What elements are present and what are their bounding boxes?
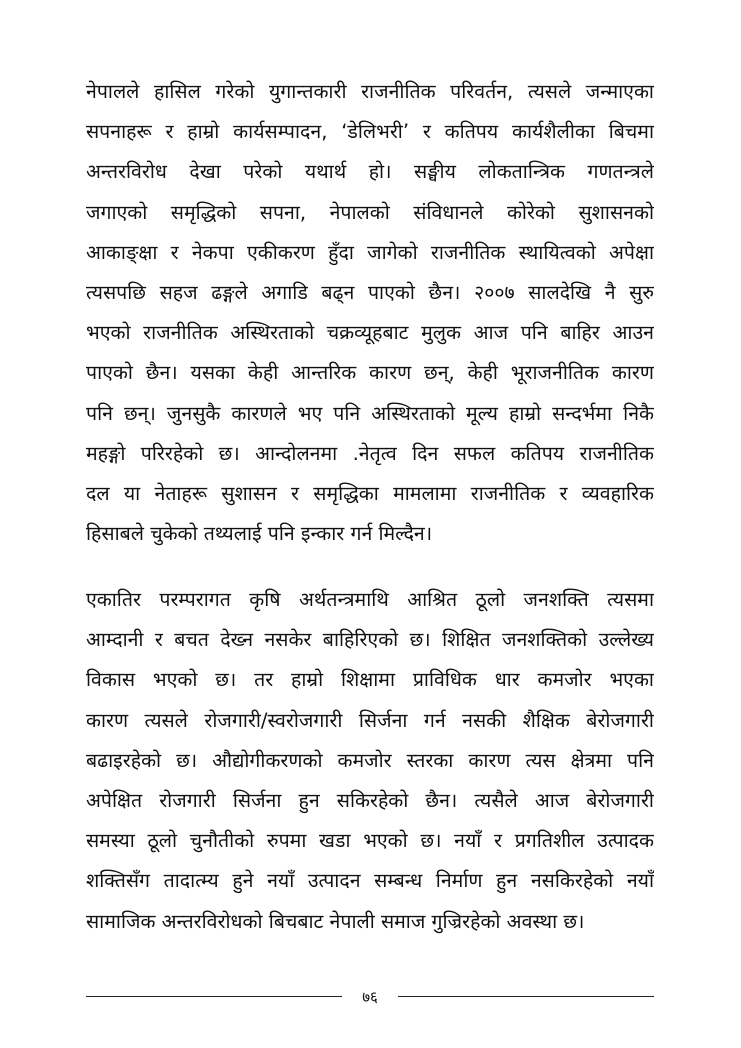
paragraph-line: जगाएको समृद्धिको सपना, नेपालको संविधानले कोरेको सुशासनको bbox=[86, 200, 654, 224]
paragraph-line: अन्तरविरोध देखा परेको यथार्थ हो। सङ्घीय लोकतान्त्रिक गणतन्त्रले bbox=[86, 160, 654, 184]
paragraph-line: आकाङ्क्षा र नेकपा एकीकरण हुँदा जागेको राजनीतिक स्थायित्वको अपेक्षा bbox=[86, 240, 654, 264]
paragraph-line: विकास भएको छ। तर हाम्रो शिक्षामा प्राविधिक धार कमजोर भएका bbox=[86, 668, 654, 692]
page-number: ७६ bbox=[362, 988, 378, 1006]
paragraph-line: पनि छन्। जुनसुकै कारणले भए पनि अस्थिरताको मूल्य हाम्रो सन्दर्भमा निकै bbox=[86, 401, 654, 425]
paragraph-2 bbox=[86, 580, 654, 942]
paragraph-line: दल या नेताहरू सुशासन र समृद्धिका मामलामा राजनीतिक र व्यवहारिक bbox=[86, 481, 654, 505]
paragraph-line: महङ्गो परिरहेको छ। आन्दोलनमा .नेतृत्व दिन सफल कतिपय राजनीतिक bbox=[86, 441, 654, 465]
footer-rule-left bbox=[86, 996, 342, 997]
paragraph-line: नेपालले हासिल गरेको युगान्तकारी राजनीतिक परिवर्तन, त्यसले जन्माएका bbox=[86, 80, 654, 103]
paragraph-line: शक्तिसँग तादात्म्य हुने नयाँ उत्पादन सम्बन्ध निर्माण हुन नसकिरहेको नयाँ bbox=[86, 869, 654, 893]
paragraph-line: भएको राजनीतिक अस्थिरताको चक्रव्यूहबाट मुलुक आज पनि बाहिर आउन bbox=[86, 321, 654, 345]
page-footer bbox=[86, 985, 654, 1009]
paragraph-line: सपनाहरू र हाम्रो कार्यसम्पादन, ‘डेलिभरी’ र कतिपय कार्यशैलीका बिचमा bbox=[86, 120, 654, 144]
paragraph-1 bbox=[86, 72, 654, 554]
paragraph-line: हिसाबले चुकेको तथ्यलाई पनि इन्कार गर्न मिल्दैन। bbox=[86, 522, 433, 546]
paragraph-line: बढाइरहेको छ। औद्योगीकरणको कमजोर स्तरका कारण त्यस क्षेत्रमा पनि bbox=[86, 748, 654, 772]
footer-rule-right bbox=[398, 996, 654, 997]
paragraph-line: एकातिर परम्परागत कृषि अर्थतन्त्रमाथि आश्रित ठूलो जनशक्ति त्यसमा bbox=[86, 588, 654, 611]
paragraph-line: पाएको छैन। यसका केही आन्तरिक कारण छन्, केही भूराजनीतिक कारण bbox=[86, 361, 654, 385]
paragraph-line: त्यसपछि सहज ढङ्गले अगाडि बढ्न पाएको छैन। २००७ सालदेखि नै सुरु bbox=[86, 280, 654, 304]
paragraph-line: आम्दानी र बचत देख्न नसकेर बाहिरिएको छ। शिक्षित जनशक्तिको उल्लेख्य bbox=[86, 628, 654, 652]
paragraph-line: अपेक्षित रोजगारी सिर्जना हुन सकिरहेको छैन। त्यसैले आज बेरोजगारी bbox=[86, 788, 654, 812]
paragraph-line: समस्या ठूलो चुनौतीको रुपमा खडा भएको छ। नयाँ र प्रगतिशील उत्पादक bbox=[86, 829, 654, 853]
paragraph-line: कारण त्यसले रोजगारी/स्वरोजगारी सिर्जना गर्न नसकी शैक्षिक बेरोजगारी bbox=[86, 708, 654, 732]
paragraph-line: सामाजिक अन्तरविरोधको बिचबाट नेपाली समाज गुज्रिरहेको अवस्था छ। bbox=[86, 909, 585, 933]
